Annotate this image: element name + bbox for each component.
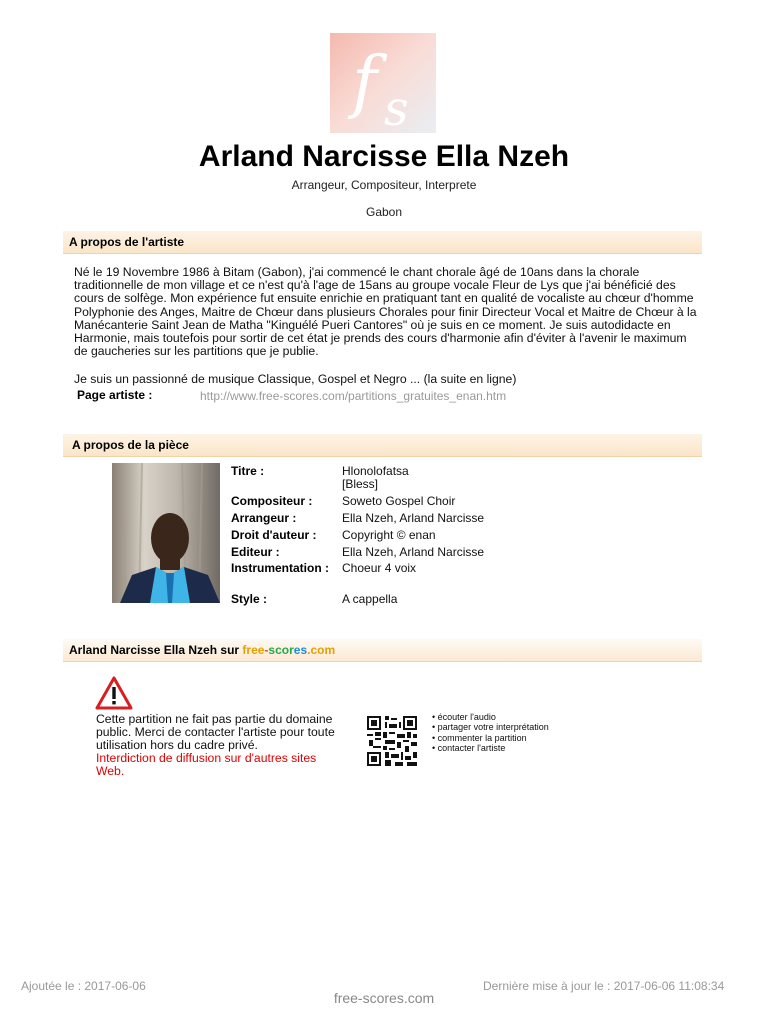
artist-photo (112, 463, 220, 603)
free-scores-brand-link[interactable] (242, 643, 335, 657)
contact-artist-link[interactable]: • contacter l'artiste (432, 743, 506, 754)
footer-brand[interactable]: free-scores.com (333, 990, 435, 1006)
qr-code-icon[interactable] (367, 716, 417, 766)
artist-bio-more: Je suis un passionné de musique Classique, Gospel et Negro ... (la suite en ligne) (74, 372, 517, 386)
artist-roles: Arrangeur, Compositeur, Interprete (291, 178, 477, 192)
artist-name: Arland Narcisse Ella Nzeh (198, 140, 570, 173)
brand-part-scor: scor (268, 643, 294, 657)
arranger-label: Arrangeur : (231, 511, 297, 525)
artist-page-link[interactable]: http://www.free-scores.com/partitions_gratuites_enan.htm (200, 389, 507, 403)
updated-date: Dernière mise à jour le : 2017-06-06 11:08:34 (483, 979, 725, 993)
notice-red-text: Interdiction de diffusion sur d'autres sites Web. (96, 751, 317, 778)
about-artist-heading: A propos de l'artiste (63, 231, 702, 254)
copyright-value: Copyright © enan (342, 528, 436, 542)
comment-score-link[interactable]: • commenter la partition (432, 732, 527, 743)
title-value: Hlonolofatsa (342, 464, 409, 478)
artist-country: Gabon (365, 205, 403, 219)
editor-label: Editeur : (231, 545, 280, 559)
svg-text:f: f (352, 43, 378, 122)
style-value: A cappella (342, 592, 398, 606)
on-site-heading (63, 639, 702, 662)
title-subtitle: [Bless] (342, 477, 379, 491)
brand-part-com: .com (307, 643, 336, 657)
notice-text: Cette partition ne fait pas partie du domaine public. Merci de contacter l'artiste pour toute utilisation hors du cadre privé. (96, 712, 335, 752)
artist-bio: Né le 19 Novembre 1986 à Bitam (Gabon), j'ai commencé le chant chorale âgé de 10ans dans la chorale traditionnelle de mon village et ce n'est qu'à l'age de 15ans au groupe vocale Fleur de Lys que j'ai bénéficié des cours de solfège. Mon expérience fut ensuite enrichie en pratiquant tant en qualité de vocaliste au chœur d'homme Polyphonie des Anges, Maitre de Chœur dans plusieurs Chorales pour finir Directeur Vocal et Maitre de Chœur à la Manécanterie Saint Jean de Matha "Kinguélé Pueri Cantores" où je suis en ce moment. Je suis autodidacte en Harmonie, mais toutefois pour sortir de cet état je prends des cours d'harmonie afin d'éviter à l'avenir le maximum de gaucheries sur les partitions que je publie. (74, 265, 697, 359)
on-site-heading-prefix: Arland Narcisse Ella Nzeh sur (69, 643, 243, 657)
share-performance-link[interactable]: • partager votre interprétation (432, 722, 549, 733)
action-links (432, 712, 549, 754)
listen-audio-link[interactable]: • écouter l'audio (432, 712, 496, 722)
added-date: Ajoutée le : 2017-06-06 (21, 979, 146, 993)
arranger-value: Ella Nzeh, Arland Narcisse (342, 511, 485, 525)
style-label: Style : (231, 592, 268, 606)
composer-value: Soweto Gospel Choir (342, 494, 456, 508)
free-scores-logo (330, 33, 436, 133)
svg-text:s: s (384, 81, 409, 133)
warning-icon (95, 676, 133, 710)
brand-part-free: free (242, 643, 265, 657)
artist-page-label: Page artiste : (77, 388, 153, 402)
brand-part-es: es (293, 643, 308, 657)
copyright-label: Droit d'auteur : (231, 528, 317, 542)
composer-label: Compositeur : (231, 494, 313, 508)
title-label: Titre : (231, 464, 265, 478)
instrumentation-label: Instrumentation : (231, 561, 329, 575)
brand-part-dash: - (264, 643, 269, 657)
editor-value: Ella Nzeh, Arland Narcisse (342, 545, 485, 559)
about-piece-heading: A propos de la pièce (63, 434, 702, 457)
instrumentation-value: Choeur 4 voix (342, 561, 417, 575)
